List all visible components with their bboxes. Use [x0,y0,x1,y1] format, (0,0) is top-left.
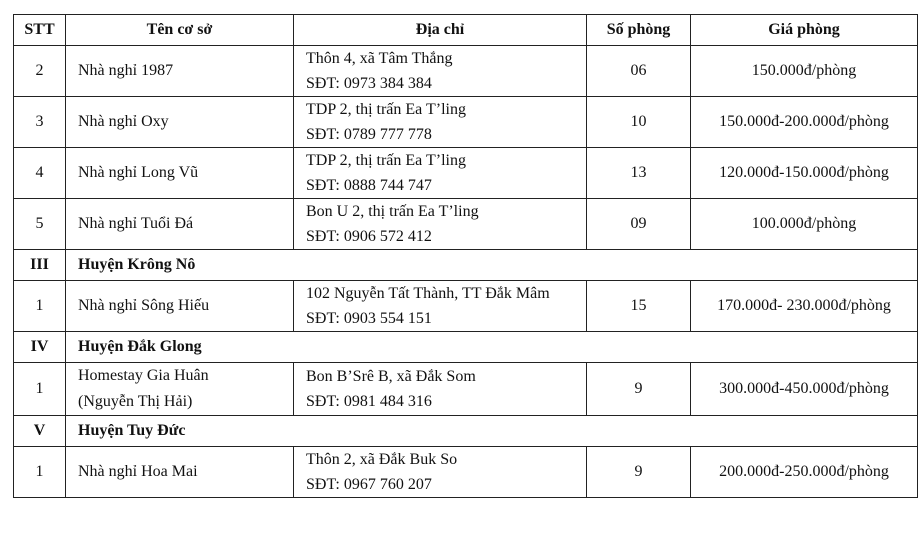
accommodation-table [13,14,918,498]
row-price: 170.000đ- 230.000đ/phòng [691,281,918,332]
header-rooms: Số phòng [587,15,691,46]
row-stt: 2 [14,46,66,97]
table-row [14,363,918,416]
row-price: 200.000đ-250.000đ/phòng [691,447,918,498]
row-stt: 4 [14,148,66,199]
row-name: Nhà nghỉ Tuổi Đá [66,199,294,250]
row-name-owner: (Nguyễn Thị Hải) [78,393,193,410]
row-stt: 5 [14,199,66,250]
row-rooms: 9 [587,363,691,416]
row-phone: SĐT: 0906 572 412 [306,228,432,245]
row-address-cell [294,447,587,498]
row-price: 300.000đ-450.000đ/phòng [691,363,918,416]
section-row [14,332,918,363]
section-numeral: IV [14,332,66,363]
row-price: 150.000đ/phòng [691,46,918,97]
row-phone: SĐT: 0789 777 778 [306,126,432,143]
row-name: Nhà nghỉ 1987 [66,46,294,97]
row-stt: 1 [14,281,66,332]
section-row [14,416,918,447]
section-numeral: V [14,416,66,447]
row-rooms: 13 [587,148,691,199]
row-address: TDP 2, thị trấn Ea T’ling [306,101,466,118]
row-rooms: 10 [587,97,691,148]
row-rooms: 15 [587,281,691,332]
row-phone: SĐT: 0967 760 207 [306,476,432,493]
row-name: Nhà nghỉ Long Vũ [66,148,294,199]
row-address-cell [294,363,587,416]
row-price: 150.000đ-200.000đ/phòng [691,97,918,148]
row-rooms: 06 [587,46,691,97]
row-address-cell [294,281,587,332]
section-row [14,250,918,281]
row-phone: SĐT: 0981 484 316 [306,393,432,410]
section-numeral: III [14,250,66,281]
section-title: Huyện Tuy Đức [66,416,918,447]
row-rooms: 9 [587,447,691,498]
row-stt: 1 [14,447,66,498]
row-address-cell [294,148,587,199]
row-stt: 3 [14,97,66,148]
header-stt: STT [14,15,66,46]
row-address: Bon B’Srê B, xã Đắk Som [306,368,476,385]
row-phone: SĐT: 0903 554 151 [306,310,432,327]
table-row [14,148,918,199]
section-title: Huyện Krông Nô [66,250,918,281]
row-name: Nhà nghỉ Sông Hiếu [66,281,294,332]
row-price: 100.000đ/phòng [691,199,918,250]
table-row [14,281,918,332]
table-row [14,97,918,148]
row-name-cell [66,363,294,416]
row-name: Homestay Gia Huân [78,367,209,384]
section-title: Huyện Đắk Glong [66,332,918,363]
row-address-cell [294,199,587,250]
row-address: Thôn 4, xã Tâm Thắng [306,50,453,67]
row-name: Nhà nghỉ Hoa Mai [66,447,294,498]
row-stt: 1 [14,363,66,416]
row-address: 102 Nguyễn Tất Thành, TT Đắk Mâm [306,285,550,302]
table-row [14,447,918,498]
row-address: Thôn 2, xã Đắk Buk So [306,451,458,468]
table-row [14,199,918,250]
row-address-cell [294,97,587,148]
row-name: Nhà nghỉ Oxy [66,97,294,148]
header-price: Giá phòng [691,15,918,46]
table-row [14,46,918,97]
row-address-cell [294,46,587,97]
row-phone: SĐT: 0888 744 747 [306,177,432,194]
header-row [14,15,918,46]
row-address: Bon U 2, thị trấn Ea T’ling [306,203,479,220]
row-phone: SĐT: 0973 384 384 [306,75,432,92]
row-address: TDP 2, thị trấn Ea T’ling [306,152,466,169]
header-name: Tên cơ sở [66,15,294,46]
row-rooms: 09 [587,199,691,250]
header-address: Địa chỉ [294,15,587,46]
row-price: 120.000đ-150.000đ/phòng [691,148,918,199]
